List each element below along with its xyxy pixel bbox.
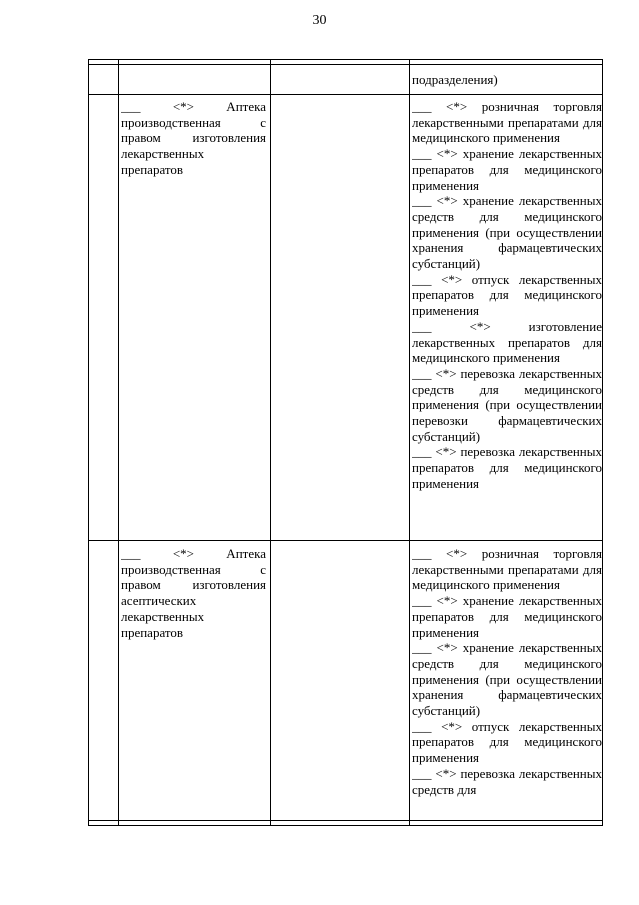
licensed-activities-table (88, 59, 603, 826)
table-cell-pharmacy-type (121, 99, 266, 539)
activity-item: ___ <*> хранение лекарственных средств для медицинского применения (при осуществлении хранения фармацевтических субстанций) (412, 640, 602, 719)
table-cell-pharmacy-type (121, 546, 266, 818)
table-cell-activities (412, 72, 602, 94)
activity-item: ___ <*> розничная торговля лекарственными препаратами для медицинского применения (412, 99, 602, 146)
column-divider (602, 59, 603, 826)
column-divider (88, 59, 89, 826)
pharmacy-type-name: ___ <*> Аптека производственная с правом изготовления асептических лекарственных препаратов (121, 546, 266, 640)
activity-item: ___ <*> хранение лекарственных препаратов для медицинского применения (412, 146, 602, 193)
activity-item: ___ <*> отпуск лекарственных препаратов для медицинского применения (412, 271, 602, 319)
table-cell-activities (412, 99, 602, 539)
row-divider (88, 540, 603, 541)
column-divider (409, 59, 410, 826)
table-top-border-outer (88, 59, 603, 60)
activity-item: ___ <*> перевозка лекарственных средств для медицинского применения (при осуществлении перевозки фармацевтических субстанций) (412, 365, 602, 444)
activity-item: ___ <*> розничная торговля лекарственными препаратами для медицинского применения (412, 546, 602, 593)
row-divider (88, 94, 603, 95)
activity-item: ___ <*> изготовление лекарственных препаратов для медицинского применения (412, 318, 602, 366)
page-number: 30 (312, 13, 327, 28)
activity-item: ___ <*> перевозка лекарственных препаратов для медицинского применения (412, 444, 602, 491)
table-bottom-border-inner (88, 820, 603, 821)
activity-item: ___ <*> перевозка лекарственных средств для (412, 765, 602, 797)
activity-item: ___ <*> отпуск лекарственных препаратов для медицинского применения (412, 718, 602, 766)
column-divider (118, 59, 119, 826)
table-bottom-border-outer (88, 825, 603, 826)
table-cell-activities (412, 546, 602, 818)
activity-item: подразделения) (412, 72, 498, 87)
activity-item: ___ <*> хранение лекарственных средств для медицинского применения (при осуществлении хранения фармацевтических субстанций) (412, 193, 602, 272)
table-top-border-inner (88, 64, 603, 65)
pharmacy-type-name: ___ <*> Аптека производственная с правом изготовления лекарственных препаратов (121, 99, 266, 177)
activity-item: ___ <*> хранение лекарственных препаратов для медицинского применения (412, 593, 602, 640)
column-divider (270, 59, 271, 826)
